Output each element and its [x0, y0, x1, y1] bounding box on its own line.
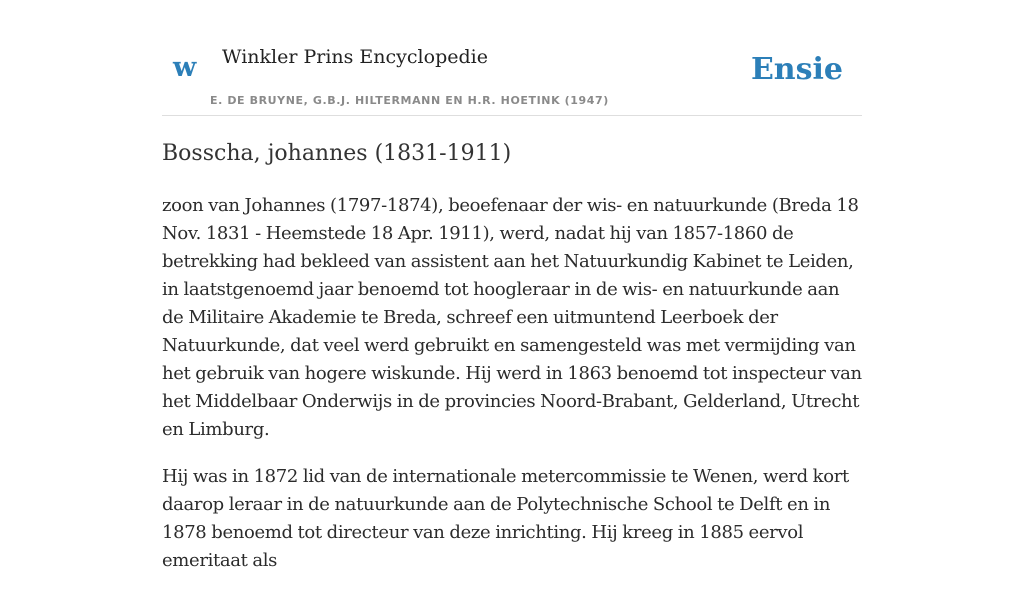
article-paragraph: zoon van Johannes (1797-1874), beoefenaar der wis- en natuurkunde (Breda 18 Nov. 1831 - Heemstede 18 Apr. 1911), werd, nadat hij van 1857-1860 de betrekking had bekleed van assistent aan het Natuurkundig Kabinet te Leiden, in laatstgenoemd jaar benoemd tot hoogleraar in de wis- en natuurkunde aan de Militaire Akademie te Breda, schreef een uitmuntend Leerboek der Natuurkunde, dat veel werd gebruikt en samengesteld was met vermijding van het gebruik van hogere wiskunde. Hij werd in 1863 benoemd tot inspecteur van het Middelbaar Onderwijs in de provincies Noord-Brabant, Gelderland, Utrecht en Limburg.: [162, 195, 862, 440]
article-paragraph: Hij was in 1872 lid van de internationale metercommissie te Wenen, werd kort daarop leraar in de natuurkunde aan de Polytechnische School te Delft en in 1878 benoemd tot directeur van deze inrichting. Hij kreeg in 1885 eervol emeritaat als: [162, 466, 849, 571]
article-body: [162, 192, 862, 594]
book-title[interactable]: Winkler Prins Encyclopedie: [222, 46, 488, 68]
encyclopedia-header: [162, 40, 862, 116]
winkler-prins-logo[interactable]: w: [173, 52, 197, 83]
article-title: Bosscha, johannes (1831-1911): [162, 141, 512, 166]
book-authors: E. DE BRUYNE, G.B.J. HILTERMANN EN H.R. HOETINK (1947): [210, 94, 609, 107]
ensie-logo[interactable]: Ensie: [750, 52, 843, 87]
